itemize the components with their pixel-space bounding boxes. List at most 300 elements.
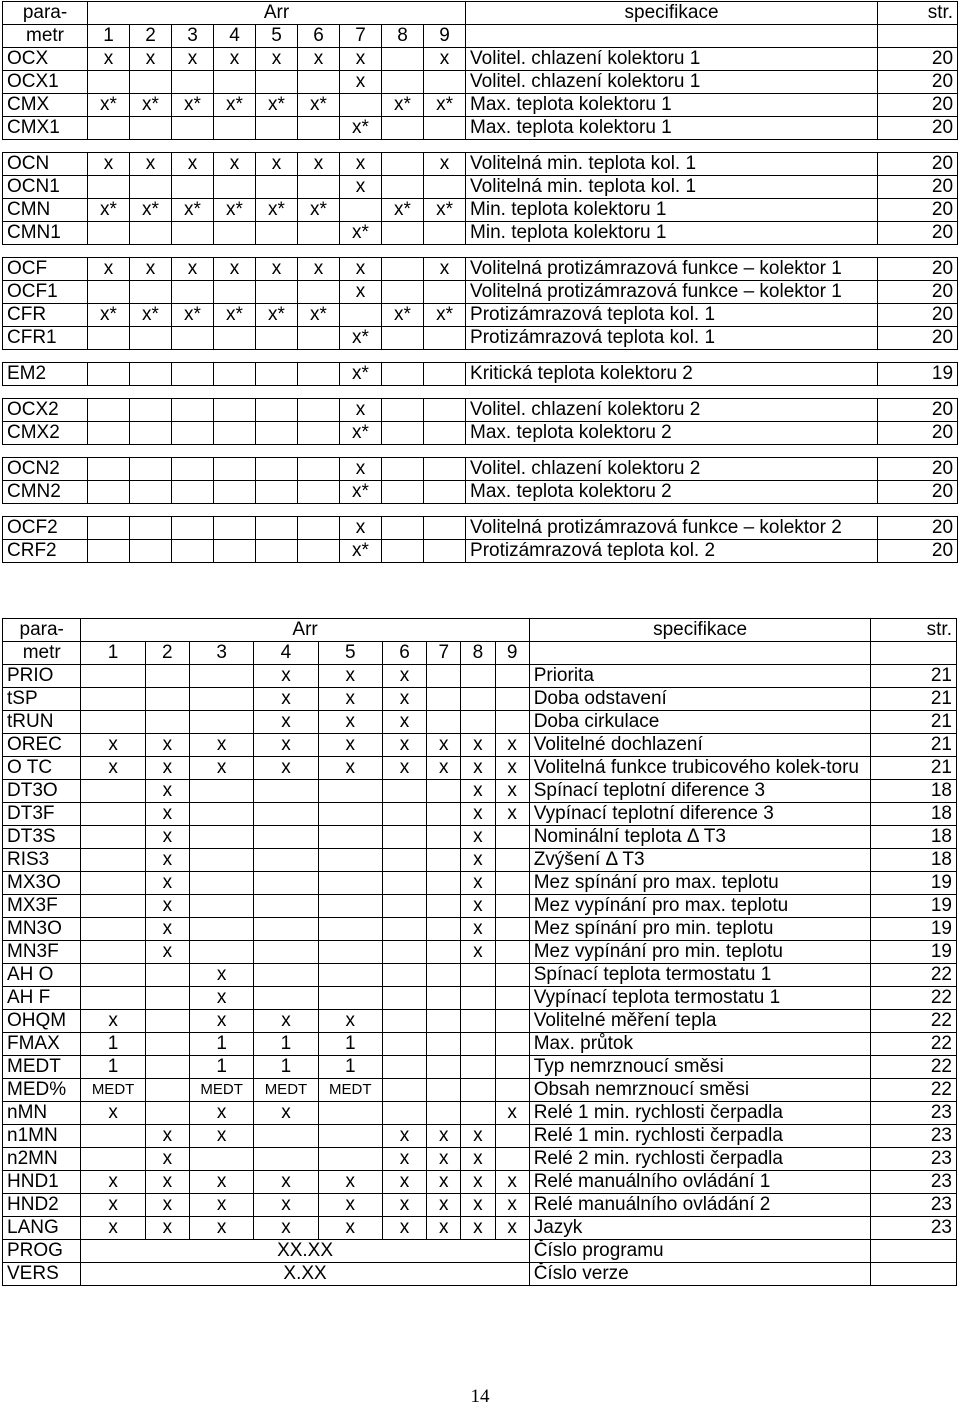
arr-value: x — [495, 1102, 529, 1125]
page-ref: 20 — [878, 327, 958, 350]
specification: Doba odstavení — [529, 688, 871, 711]
arr-value: x — [189, 1010, 253, 1033]
page-ref: 20 — [878, 117, 958, 140]
arr-value — [172, 117, 214, 140]
group-gap — [3, 140, 958, 153]
parameter-table-1 — [2, 1, 958, 563]
arr-value — [427, 849, 461, 872]
arr-value — [495, 1079, 529, 1102]
param-name: OCN2 — [3, 458, 88, 481]
arr-value — [382, 1056, 426, 1079]
arr-value: x — [427, 1194, 461, 1217]
arr-value: x — [318, 734, 382, 757]
arr-column-number: 3 — [172, 25, 214, 48]
arr-value — [298, 363, 340, 386]
arr-value — [382, 71, 424, 94]
param-name: OCF1 — [3, 281, 88, 304]
table-row — [3, 363, 958, 386]
arr-value: x* — [424, 94, 466, 117]
param-name: n1MN — [3, 1125, 81, 1148]
arr-value: x — [340, 399, 382, 422]
arr-value — [130, 540, 172, 563]
arr-value: x — [318, 757, 382, 780]
arr-value — [382, 872, 426, 895]
param-name: CRF2 — [3, 540, 88, 563]
specification: Volitel. chlazení kolektoru 2 — [466, 458, 878, 481]
arr-value — [130, 422, 172, 445]
arr-value — [382, 176, 424, 199]
arr-value: x — [81, 1102, 145, 1125]
arr-value: x* — [172, 304, 214, 327]
arr-value: x — [145, 780, 189, 803]
arr-value — [382, 540, 424, 563]
page-ref: 20 — [878, 304, 958, 327]
arr-value: x — [145, 1217, 189, 1240]
arr-value — [145, 665, 189, 688]
arr-value: 1 — [189, 1033, 253, 1056]
arr-value — [88, 363, 130, 386]
param-name: nMN — [3, 1102, 81, 1125]
specification: Max. teplota kolektoru 2 — [466, 481, 878, 504]
arr-value — [427, 1033, 461, 1056]
arr-value — [145, 688, 189, 711]
param-name: OCN1 — [3, 176, 88, 199]
param-name: n2MN — [3, 1148, 81, 1171]
arr-value — [318, 895, 382, 918]
arr-value: x — [495, 1171, 529, 1194]
specification: Mez vypínání pro min. teplotu — [529, 941, 871, 964]
specification: Číslo verze — [529, 1263, 871, 1286]
arr-value: x — [254, 1217, 318, 1240]
arr-value: x — [461, 826, 495, 849]
arr-value — [340, 304, 382, 327]
arr-value — [189, 918, 253, 941]
arr-value — [495, 964, 529, 987]
page-ref: 22 — [871, 1033, 957, 1056]
param-name: VERS — [3, 1263, 81, 1286]
arr-value — [254, 849, 318, 872]
param-name: PROG — [3, 1240, 81, 1263]
arr-value — [424, 517, 466, 540]
arr-value: x — [495, 803, 529, 826]
arr-header: Arr — [88, 2, 466, 25]
table-row — [3, 849, 957, 872]
arr-value: x — [495, 1217, 529, 1240]
param-name: CMX1 — [3, 117, 88, 140]
arr-value — [214, 481, 256, 504]
table-row — [3, 258, 958, 281]
arr-value: x — [461, 1217, 495, 1240]
arr-value: 1 — [254, 1056, 318, 1079]
page-number: 14 — [470, 1386, 490, 1407]
arr-value: x* — [340, 422, 382, 445]
arr-value — [81, 780, 145, 803]
arr-value — [382, 517, 424, 540]
arr-value — [298, 327, 340, 350]
specification: Volitelná protizámrazová funkce – kolektor 2 — [466, 517, 878, 540]
page-ref: 19 — [871, 918, 957, 941]
table-row — [3, 281, 958, 304]
arr-value — [495, 987, 529, 1010]
table-row — [3, 117, 958, 140]
arr-value: x — [382, 1125, 426, 1148]
arr-value — [189, 711, 253, 734]
param-name: CFR — [3, 304, 88, 327]
arr-value — [298, 71, 340, 94]
arr-value — [298, 117, 340, 140]
arr-value — [130, 517, 172, 540]
specification: Spínací teplota termostatu 1 — [529, 964, 871, 987]
arr-value: x — [254, 1171, 318, 1194]
arr-value — [214, 422, 256, 445]
arr-value: x — [88, 153, 130, 176]
arr-value: x* — [340, 222, 382, 245]
page-ref: 21 — [871, 757, 957, 780]
table-row — [3, 964, 957, 987]
arr-value — [382, 281, 424, 304]
page-ref: 22 — [871, 987, 957, 1010]
arr-value: x — [298, 48, 340, 71]
arr-value — [318, 964, 382, 987]
arr-value — [382, 941, 426, 964]
arr-value — [88, 399, 130, 422]
table-row — [3, 895, 957, 918]
param-name: CMN2 — [3, 481, 88, 504]
specification: Relé 1 min. rychlosti čerpadla — [529, 1125, 871, 1148]
page-ref: 22 — [871, 1010, 957, 1033]
arr-value — [382, 363, 424, 386]
arr-value — [495, 1125, 529, 1148]
arr-value — [382, 826, 426, 849]
arr-value: x — [81, 734, 145, 757]
arr-value — [318, 1102, 382, 1125]
arr-value — [88, 176, 130, 199]
arr-value: x — [256, 153, 298, 176]
arr-value — [81, 941, 145, 964]
param-name: tSP — [3, 688, 81, 711]
arr-value — [495, 1056, 529, 1079]
arr-value — [172, 71, 214, 94]
page-ref: 20 — [878, 222, 958, 245]
arr-value: x — [461, 849, 495, 872]
table-row — [3, 517, 958, 540]
specification: Max. teplota kolektoru 1 — [466, 94, 878, 117]
arr-value: MEDT — [81, 1079, 145, 1102]
arr-value: x — [145, 1148, 189, 1171]
arr-value: x* — [382, 94, 424, 117]
arr-value — [81, 918, 145, 941]
arr-value: x — [382, 1148, 426, 1171]
arr-value — [88, 71, 130, 94]
param-name: CMX — [3, 94, 88, 117]
arr-value — [424, 481, 466, 504]
param-name: OCX — [3, 48, 88, 71]
arr-value — [256, 399, 298, 422]
arr-value: x — [318, 1171, 382, 1194]
arr-value — [382, 258, 424, 281]
arr-value — [189, 688, 253, 711]
arr-value — [461, 1056, 495, 1079]
arr-column-number: 7 — [427, 642, 461, 665]
table-row — [3, 1217, 957, 1240]
specification: Volitelná funkce trubicového kolek-toru — [529, 757, 871, 780]
arr-value: x — [461, 941, 495, 964]
table-row — [3, 94, 958, 117]
page-ref: 20 — [878, 258, 958, 281]
arr-value — [427, 711, 461, 734]
arr-value — [318, 803, 382, 826]
arr-value — [88, 327, 130, 350]
arr-value: x* — [256, 199, 298, 222]
spec-header-empty — [466, 25, 878, 48]
page-ref: 20 — [878, 399, 958, 422]
arr-value — [427, 964, 461, 987]
param-name: OCF — [3, 258, 88, 281]
arr-value: 1 — [81, 1033, 145, 1056]
arr-value — [318, 918, 382, 941]
arr-value — [461, 1079, 495, 1102]
arr-value — [318, 1148, 382, 1171]
arr-column-number: 5 — [318, 642, 382, 665]
arr-value — [145, 1102, 189, 1125]
param-name: MN3O — [3, 918, 81, 941]
arr-value — [145, 1056, 189, 1079]
arr-value — [172, 327, 214, 350]
arr-value — [189, 826, 253, 849]
page-ref: 22 — [871, 1079, 957, 1102]
arr-value — [189, 872, 253, 895]
group-gap — [3, 350, 958, 363]
arr-value: x — [214, 48, 256, 71]
arr-value — [495, 918, 529, 941]
arr-value: x* — [340, 327, 382, 350]
arr-value: x — [256, 48, 298, 71]
specification: Volitelné měření tepla — [529, 1010, 871, 1033]
arr-value — [81, 665, 145, 688]
table-row — [3, 1194, 957, 1217]
specification: Relé manuálního ovládání 1 — [529, 1171, 871, 1194]
page-ref: 20 — [878, 481, 958, 504]
arr-value — [214, 117, 256, 140]
arr-value: x — [427, 757, 461, 780]
arr-column-number: 5 — [256, 25, 298, 48]
specification: Max. průtok — [529, 1033, 871, 1056]
arr-value: x* — [298, 304, 340, 327]
arr-value: x — [189, 734, 253, 757]
arr-column-number: 6 — [298, 25, 340, 48]
arr-value — [461, 1010, 495, 1033]
arr-value: x — [172, 48, 214, 71]
arr-value — [427, 665, 461, 688]
param-name: FMAX — [3, 1033, 81, 1056]
param-name: tRUN — [3, 711, 81, 734]
arr-value: X.XX — [81, 1263, 529, 1286]
param-name: MX3O — [3, 872, 81, 895]
arr-value — [130, 399, 172, 422]
arr-value: 1 — [318, 1033, 382, 1056]
table-row — [3, 481, 958, 504]
page-ref: 21 — [871, 734, 957, 757]
arr-value — [88, 222, 130, 245]
arr-value — [382, 849, 426, 872]
arr-column-number: 8 — [382, 25, 424, 48]
table-row — [3, 780, 957, 803]
page-ref: 20 — [878, 176, 958, 199]
arr-value: x — [340, 71, 382, 94]
specification: Volitelná min. teplota kol. 1 — [466, 153, 878, 176]
page-ref: 20 — [878, 199, 958, 222]
arr-value — [318, 872, 382, 895]
arr-value — [130, 222, 172, 245]
arr-value — [172, 481, 214, 504]
specification: Volitelná protizámrazová funkce – kolektor 1 — [466, 281, 878, 304]
arr-value — [427, 941, 461, 964]
arr-value: x — [340, 281, 382, 304]
arr-value: 1 — [254, 1033, 318, 1056]
param-name: AH F — [3, 987, 81, 1010]
arr-value — [256, 117, 298, 140]
arr-value: x — [88, 258, 130, 281]
arr-value — [427, 803, 461, 826]
page-ref: 23 — [871, 1217, 957, 1240]
arr-value: x — [254, 1194, 318, 1217]
arr-value — [340, 94, 382, 117]
arr-header: Arr — [81, 619, 529, 642]
arr-value — [427, 1102, 461, 1125]
page-ref: 21 — [871, 665, 957, 688]
arr-value — [130, 363, 172, 386]
arr-value: x — [382, 711, 426, 734]
arr-value — [130, 71, 172, 94]
table-row — [3, 304, 958, 327]
arr-value — [214, 281, 256, 304]
arr-value — [88, 517, 130, 540]
arr-value: x* — [340, 363, 382, 386]
arr-value: x — [145, 734, 189, 757]
page-ref: 18 — [871, 780, 957, 803]
arr-value: x — [382, 665, 426, 688]
arr-value — [298, 517, 340, 540]
arr-value: x — [461, 872, 495, 895]
table-row — [3, 540, 958, 563]
arr-value: x — [340, 517, 382, 540]
arr-value — [382, 458, 424, 481]
arr-value: x* — [214, 94, 256, 117]
arr-value: x* — [88, 94, 130, 117]
arr-value — [461, 987, 495, 1010]
param-name: MED% — [3, 1079, 81, 1102]
arr-value — [318, 941, 382, 964]
page-ref: 23 — [871, 1102, 957, 1125]
arr-value: x — [88, 48, 130, 71]
table-row — [3, 153, 958, 176]
arr-value — [172, 422, 214, 445]
table-row — [3, 1010, 957, 1033]
specification: Volitelná protizámrazová funkce – kolektor 1 — [466, 258, 878, 281]
arr-value — [256, 176, 298, 199]
page-ref: 23 — [871, 1171, 957, 1194]
arr-column-number: 9 — [495, 642, 529, 665]
arr-value: x — [424, 48, 466, 71]
page-header-empty — [871, 642, 957, 665]
arr-value: x — [318, 1194, 382, 1217]
arr-value: x — [461, 918, 495, 941]
arr-value — [81, 803, 145, 826]
table-row — [3, 803, 957, 826]
param-name: HND1 — [3, 1171, 81, 1194]
param-name: CMN1 — [3, 222, 88, 245]
specification: Max. teplota kolektoru 1 — [466, 117, 878, 140]
arr-value — [495, 688, 529, 711]
arr-value: x — [318, 665, 382, 688]
specification: Volitelná min. teplota kol. 1 — [466, 176, 878, 199]
group-gap — [3, 245, 958, 258]
arr-value: x — [189, 757, 253, 780]
table-row — [3, 458, 958, 481]
arr-value: x — [340, 153, 382, 176]
param-name: EM2 — [3, 363, 88, 386]
arr-value: x* — [256, 304, 298, 327]
arr-value — [461, 688, 495, 711]
arr-value — [130, 327, 172, 350]
arr-value — [256, 281, 298, 304]
arr-value — [172, 399, 214, 422]
arr-value — [130, 176, 172, 199]
arr-column-number: 3 — [189, 642, 253, 665]
page-ref: 20 — [878, 94, 958, 117]
arr-value — [461, 711, 495, 734]
arr-value: x — [145, 1171, 189, 1194]
arr-value — [81, 987, 145, 1010]
group-gap — [3, 445, 958, 458]
specification: Volitel. chlazení kolektoru 1 — [466, 48, 878, 71]
spec-header: specifikace — [466, 2, 878, 25]
arr-value — [427, 780, 461, 803]
arr-value: x* — [214, 304, 256, 327]
arr-value: x — [130, 48, 172, 71]
arr-value — [214, 458, 256, 481]
arr-value: x — [340, 48, 382, 71]
param-name: LANG — [3, 1217, 81, 1240]
arr-value — [318, 987, 382, 1010]
arr-value: x* — [340, 540, 382, 563]
arr-value — [256, 458, 298, 481]
param-name: OREC — [3, 734, 81, 757]
arr-value — [88, 422, 130, 445]
arr-value: x* — [382, 304, 424, 327]
arr-value — [256, 517, 298, 540]
arr-value — [172, 540, 214, 563]
arr-value: x — [495, 734, 529, 757]
arr-value: x — [298, 153, 340, 176]
param-name: MX3F — [3, 895, 81, 918]
arr-value — [189, 803, 253, 826]
group-gap — [3, 386, 958, 399]
arr-value — [189, 665, 253, 688]
arr-value — [172, 222, 214, 245]
arr-column-number: 7 — [340, 25, 382, 48]
arr-value — [81, 964, 145, 987]
arr-value — [214, 363, 256, 386]
arr-value: x — [254, 1010, 318, 1033]
arr-value: x — [318, 1217, 382, 1240]
arr-value: x — [130, 258, 172, 281]
arr-value: x* — [130, 199, 172, 222]
arr-value — [495, 941, 529, 964]
arr-value — [81, 711, 145, 734]
arr-value — [382, 222, 424, 245]
param-name: CMX2 — [3, 422, 88, 445]
